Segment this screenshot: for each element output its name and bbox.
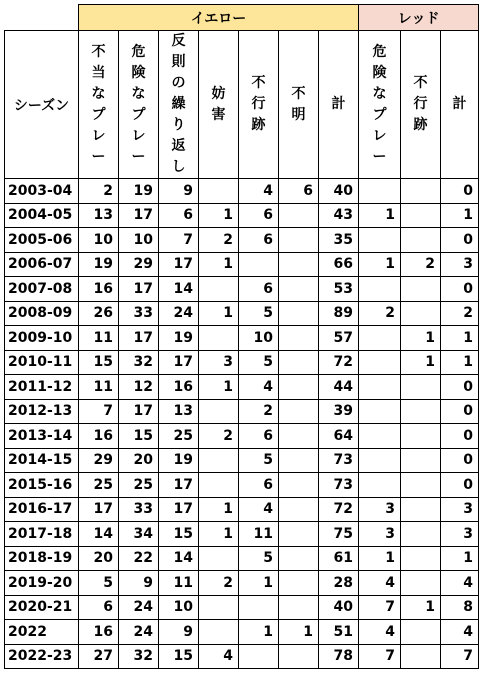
cell-red-total: 3 xyxy=(441,522,479,547)
header-label: 危険なプレー xyxy=(131,43,146,165)
cell-yellow-misconduct: 1 xyxy=(239,571,279,596)
header-label: 妨害 xyxy=(211,85,226,123)
cell-season: 2011-12 xyxy=(5,375,79,400)
yellow-col-header-dangerous-play xyxy=(119,31,159,179)
red-group-header: レッド xyxy=(359,5,479,31)
cell-yellow-unfair-play: 7 xyxy=(79,399,119,424)
cell-yellow-misconduct: 4 xyxy=(239,375,279,400)
cell-red-dangerous-play: 4 xyxy=(359,620,401,645)
cell-yellow-unknown xyxy=(279,350,319,375)
cell-red-misconduct xyxy=(401,228,441,253)
cell-yellow-misconduct: 11 xyxy=(239,522,279,547)
cell-red-misconduct xyxy=(401,375,441,400)
cell-yellow-total: 51 xyxy=(319,620,359,645)
cell-season: 2008-09 xyxy=(5,301,79,326)
column-header-row xyxy=(5,31,479,179)
cell-red-misconduct xyxy=(401,179,441,204)
cell-yellow-unknown xyxy=(279,375,319,400)
cell-yellow-repeated: 16 xyxy=(159,375,199,400)
cell-yellow-unknown xyxy=(279,228,319,253)
cell-yellow-total: 73 xyxy=(319,448,359,473)
cell-season: 2009-10 xyxy=(5,326,79,351)
cell-yellow-repeated: 11 xyxy=(159,571,199,596)
cell-red-misconduct xyxy=(401,644,441,669)
table-row xyxy=(5,301,479,326)
cell-yellow-dangerous-play: 15 xyxy=(119,424,159,449)
cell-season: 2017-18 xyxy=(5,522,79,547)
table-row xyxy=(5,497,479,522)
cell-yellow-unfair-play: 29 xyxy=(79,448,119,473)
cell-red-total: 0 xyxy=(441,424,479,449)
cell-red-total: 1 xyxy=(441,546,479,571)
cell-yellow-repeated: 14 xyxy=(159,277,199,302)
cell-yellow-unfair-play: 10 xyxy=(79,228,119,253)
cell-red-dangerous-play: 1 xyxy=(359,252,401,277)
cell-yellow-dangerous-play: 17 xyxy=(119,277,159,302)
yellow-col-header-unknown xyxy=(279,31,319,179)
cell-yellow-obstruction: 1 xyxy=(199,497,239,522)
cell-season: 2016-17 xyxy=(5,497,79,522)
cell-yellow-obstruction: 4 xyxy=(199,644,239,669)
cell-yellow-total: 66 xyxy=(319,252,359,277)
cell-red-misconduct xyxy=(401,497,441,522)
cell-yellow-total: 40 xyxy=(319,179,359,204)
cell-yellow-unfair-play: 19 xyxy=(79,252,119,277)
cell-yellow-total: 72 xyxy=(319,497,359,522)
cell-yellow-obstruction: 2 xyxy=(199,228,239,253)
cell-yellow-repeated: 9 xyxy=(159,179,199,204)
cell-yellow-total: 73 xyxy=(319,473,359,498)
cell-yellow-repeated: 17 xyxy=(159,350,199,375)
cell-yellow-dangerous-play: 17 xyxy=(119,203,159,228)
cell-yellow-unknown: 1 xyxy=(279,620,319,645)
cell-yellow-unknown xyxy=(279,277,319,302)
cell-yellow-unfair-play: 11 xyxy=(79,326,119,351)
cell-yellow-obstruction: 3 xyxy=(199,350,239,375)
cell-yellow-dangerous-play: 33 xyxy=(119,497,159,522)
cell-red-total: 4 xyxy=(441,571,479,596)
cell-yellow-unfair-play: 5 xyxy=(79,571,119,596)
cell-red-total: 0 xyxy=(441,448,479,473)
cell-yellow-repeated: 13 xyxy=(159,399,199,424)
cell-yellow-misconduct xyxy=(239,644,279,669)
cell-yellow-total: 53 xyxy=(319,277,359,302)
cell-season: 2020-21 xyxy=(5,595,79,620)
cell-yellow-obstruction xyxy=(199,595,239,620)
table-row xyxy=(5,326,479,351)
cell-red-misconduct xyxy=(401,399,441,424)
cell-yellow-unfair-play: 14 xyxy=(79,522,119,547)
cell-yellow-dangerous-play: 22 xyxy=(119,546,159,571)
cell-yellow-dangerous-play: 12 xyxy=(119,375,159,400)
cell-yellow-misconduct: 2 xyxy=(239,399,279,424)
cell-yellow-misconduct: 6 xyxy=(239,473,279,498)
cell-yellow-repeated: 9 xyxy=(159,620,199,645)
cell-yellow-unknown xyxy=(279,399,319,424)
cell-yellow-misconduct xyxy=(239,595,279,620)
cell-red-total: 7 xyxy=(441,644,479,669)
cell-season: 2018-19 xyxy=(5,546,79,571)
header-label: 反則の繰り返し xyxy=(171,33,186,175)
cell-yellow-misconduct: 10 xyxy=(239,326,279,351)
cell-red-misconduct: 1 xyxy=(401,595,441,620)
cell-yellow-repeated: 15 xyxy=(159,644,199,669)
cell-yellow-total: 35 xyxy=(319,228,359,253)
cell-red-total: 8 xyxy=(441,595,479,620)
cell-yellow-obstruction: 2 xyxy=(199,424,239,449)
yellow-col-header-repeated-infringement xyxy=(159,31,199,179)
cell-yellow-total: 44 xyxy=(319,375,359,400)
cell-yellow-repeated: 14 xyxy=(159,546,199,571)
cell-yellow-dangerous-play: 24 xyxy=(119,595,159,620)
table-row xyxy=(5,399,479,424)
cell-yellow-obstruction xyxy=(199,473,239,498)
cell-yellow-total: 78 xyxy=(319,644,359,669)
table-body xyxy=(5,179,479,669)
cell-yellow-dangerous-play: 25 xyxy=(119,473,159,498)
cell-yellow-total: 40 xyxy=(319,595,359,620)
table-row xyxy=(5,546,479,571)
header-label: 不行跡 xyxy=(251,75,266,133)
cell-yellow-obstruction xyxy=(199,448,239,473)
cell-season: 2003-04 xyxy=(5,179,79,204)
table-row xyxy=(5,375,479,400)
cell-red-dangerous-play xyxy=(359,179,401,204)
header-label: 不明 xyxy=(291,85,306,123)
cell-red-dangerous-play xyxy=(359,473,401,498)
yellow-col-header-obstruction xyxy=(199,31,239,179)
cell-yellow-obstruction: 1 xyxy=(199,522,239,547)
cell-red-dangerous-play: 1 xyxy=(359,546,401,571)
cell-yellow-unfair-play: 13 xyxy=(79,203,119,228)
cell-yellow-total: 64 xyxy=(319,424,359,449)
cell-yellow-repeated: 25 xyxy=(159,424,199,449)
cell-yellow-unknown xyxy=(279,424,319,449)
cell-yellow-misconduct: 4 xyxy=(239,179,279,204)
cell-season: 2015-16 xyxy=(5,473,79,498)
header-label: 計 xyxy=(331,96,346,112)
cell-red-dangerous-play xyxy=(359,448,401,473)
cell-yellow-dangerous-play: 17 xyxy=(119,399,159,424)
season-column-header: シーズン xyxy=(5,31,79,179)
cell-yellow-unfair-play: 11 xyxy=(79,375,119,400)
cell-season: 2022-23 xyxy=(5,644,79,669)
cell-yellow-unfair-play: 25 xyxy=(79,473,119,498)
cell-red-misconduct: 2 xyxy=(401,252,441,277)
cell-yellow-repeated: 17 xyxy=(159,252,199,277)
cell-yellow-total: 28 xyxy=(319,571,359,596)
cell-yellow-dangerous-play: 10 xyxy=(119,228,159,253)
table-row xyxy=(5,571,479,596)
red-col-header-total xyxy=(441,31,479,179)
cell-yellow-dangerous-play: 20 xyxy=(119,448,159,473)
cell-yellow-misconduct xyxy=(239,252,279,277)
cell-yellow-unknown xyxy=(279,448,319,473)
cell-yellow-obstruction: 1 xyxy=(199,375,239,400)
cell-red-dangerous-play: 2 xyxy=(359,301,401,326)
cell-yellow-unfair-play: 26 xyxy=(79,301,119,326)
cell-yellow-unknown xyxy=(279,326,319,351)
cell-yellow-misconduct: 1 xyxy=(239,620,279,645)
cell-yellow-misconduct: 6 xyxy=(239,424,279,449)
cell-red-dangerous-play xyxy=(359,228,401,253)
cell-yellow-obstruction: 2 xyxy=(199,571,239,596)
yellow-col-header-unfair-play xyxy=(79,31,119,179)
cell-red-total: 0 xyxy=(441,399,479,424)
cell-red-dangerous-play: 4 xyxy=(359,571,401,596)
cell-season: 2010-11 xyxy=(5,350,79,375)
cards-table xyxy=(4,4,479,669)
cell-yellow-obstruction: 1 xyxy=(199,203,239,228)
cell-red-total: 0 xyxy=(441,277,479,302)
corner-cell xyxy=(5,5,79,31)
cell-red-misconduct xyxy=(401,203,441,228)
cell-red-total: 1 xyxy=(441,203,479,228)
header-label: 計 xyxy=(452,96,467,112)
cell-yellow-total: 43 xyxy=(319,203,359,228)
table-row xyxy=(5,448,479,473)
table-row xyxy=(5,473,479,498)
table-row xyxy=(5,522,479,547)
cell-yellow-obstruction xyxy=(199,277,239,302)
cell-yellow-repeated: 17 xyxy=(159,473,199,498)
table-row xyxy=(5,350,479,375)
cell-yellow-dangerous-play: 33 xyxy=(119,301,159,326)
cell-season: 2005-06 xyxy=(5,228,79,253)
cell-red-dangerous-play xyxy=(359,326,401,351)
cell-yellow-misconduct: 6 xyxy=(239,277,279,302)
cell-season: 2012-13 xyxy=(5,399,79,424)
yellow-group-header: イエロー xyxy=(79,5,359,31)
group-header-row xyxy=(5,5,479,31)
cell-season: 2006-07 xyxy=(5,252,79,277)
cell-yellow-repeated: 7 xyxy=(159,228,199,253)
table-row xyxy=(5,595,479,620)
cell-yellow-unknown xyxy=(279,252,319,277)
cell-red-misconduct xyxy=(401,424,441,449)
table-row xyxy=(5,277,479,302)
cell-yellow-obstruction xyxy=(199,399,239,424)
cell-yellow-misconduct: 5 xyxy=(239,448,279,473)
red-col-header-dangerous-play xyxy=(359,31,401,179)
cell-red-misconduct xyxy=(401,620,441,645)
cell-red-dangerous-play xyxy=(359,399,401,424)
cell-yellow-obstruction xyxy=(199,620,239,645)
cell-red-misconduct: 1 xyxy=(401,326,441,351)
cell-red-dangerous-play: 7 xyxy=(359,595,401,620)
cell-yellow-obstruction xyxy=(199,546,239,571)
cell-yellow-dangerous-play: 29 xyxy=(119,252,159,277)
cell-season: 2022 xyxy=(5,620,79,645)
cell-yellow-obstruction: 1 xyxy=(199,301,239,326)
yellow-col-header-misconduct xyxy=(239,31,279,179)
yellow-col-header-total xyxy=(319,31,359,179)
cell-yellow-unfair-play: 6 xyxy=(79,595,119,620)
cell-yellow-total: 75 xyxy=(319,522,359,547)
cell-red-total: 3 xyxy=(441,252,479,277)
cell-yellow-unknown xyxy=(279,644,319,669)
cell-yellow-unfair-play: 16 xyxy=(79,277,119,302)
cell-red-misconduct: 1 xyxy=(401,350,441,375)
cell-yellow-repeated: 6 xyxy=(159,203,199,228)
cell-red-misconduct xyxy=(401,448,441,473)
cell-yellow-unknown xyxy=(279,301,319,326)
cell-season: 2004-05 xyxy=(5,203,79,228)
cell-yellow-total: 89 xyxy=(319,301,359,326)
cell-yellow-obstruction: 1 xyxy=(199,252,239,277)
cell-yellow-repeated: 24 xyxy=(159,301,199,326)
header-label: 危険なプレー xyxy=(372,43,387,165)
cell-red-misconduct xyxy=(401,546,441,571)
header-label: 不行跡 xyxy=(413,75,428,133)
cell-yellow-unfair-play: 16 xyxy=(79,620,119,645)
cell-yellow-misconduct: 6 xyxy=(239,228,279,253)
cell-yellow-total: 72 xyxy=(319,350,359,375)
cell-red-dangerous-play: 3 xyxy=(359,497,401,522)
cell-yellow-unfair-play: 20 xyxy=(79,546,119,571)
cell-yellow-dangerous-play: 17 xyxy=(119,326,159,351)
cell-red-total: 0 xyxy=(441,179,479,204)
cell-yellow-misconduct: 5 xyxy=(239,350,279,375)
cell-red-total: 0 xyxy=(441,473,479,498)
cell-yellow-obstruction xyxy=(199,326,239,351)
cell-yellow-unfair-play: 27 xyxy=(79,644,119,669)
table-row xyxy=(5,620,479,645)
cell-yellow-misconduct: 6 xyxy=(239,203,279,228)
cell-red-total: 0 xyxy=(441,375,479,400)
cell-yellow-unknown xyxy=(279,546,319,571)
cell-red-dangerous-play xyxy=(359,350,401,375)
cell-yellow-unknown xyxy=(279,473,319,498)
cell-yellow-dangerous-play: 19 xyxy=(119,179,159,204)
cell-season: 2019-20 xyxy=(5,571,79,596)
cell-season: 2014-15 xyxy=(5,448,79,473)
cell-yellow-unknown: 6 xyxy=(279,179,319,204)
cell-red-misconduct xyxy=(401,522,441,547)
cell-yellow-dangerous-play: 34 xyxy=(119,522,159,547)
cell-yellow-unknown xyxy=(279,571,319,596)
cell-yellow-misconduct: 4 xyxy=(239,497,279,522)
cell-yellow-repeated: 10 xyxy=(159,595,199,620)
cell-yellow-unfair-play: 16 xyxy=(79,424,119,449)
red-col-header-misconduct xyxy=(401,31,441,179)
cell-yellow-repeated: 19 xyxy=(159,326,199,351)
cell-red-misconduct xyxy=(401,301,441,326)
cell-red-dangerous-play xyxy=(359,277,401,302)
cell-yellow-misconduct: 5 xyxy=(239,301,279,326)
cell-yellow-unknown xyxy=(279,522,319,547)
cell-yellow-misconduct: 5 xyxy=(239,546,279,571)
cell-red-total: 1 xyxy=(441,326,479,351)
table-row xyxy=(5,228,479,253)
cell-yellow-dangerous-play: 32 xyxy=(119,644,159,669)
table-row xyxy=(5,252,479,277)
cell-season: 2013-14 xyxy=(5,424,79,449)
cell-yellow-total: 39 xyxy=(319,399,359,424)
cell-yellow-unfair-play: 17 xyxy=(79,497,119,522)
cell-yellow-unknown xyxy=(279,497,319,522)
cell-red-misconduct xyxy=(401,473,441,498)
cell-red-misconduct xyxy=(401,277,441,302)
table-row xyxy=(5,203,479,228)
table-row xyxy=(5,424,479,449)
cell-yellow-total: 57 xyxy=(319,326,359,351)
cell-yellow-repeated: 17 xyxy=(159,497,199,522)
cell-yellow-unfair-play: 15 xyxy=(79,350,119,375)
cell-yellow-unfair-play: 2 xyxy=(79,179,119,204)
cell-yellow-repeated: 19 xyxy=(159,448,199,473)
cell-yellow-obstruction xyxy=(199,179,239,204)
cell-red-dangerous-play xyxy=(359,424,401,449)
cell-red-total: 3 xyxy=(441,497,479,522)
cell-yellow-unknown xyxy=(279,203,319,228)
cell-season: 2007-08 xyxy=(5,277,79,302)
cell-red-misconduct xyxy=(401,571,441,596)
cell-yellow-unknown xyxy=(279,595,319,620)
cell-red-dangerous-play: 7 xyxy=(359,644,401,669)
header-label: 不当なプレー xyxy=(91,43,106,165)
cell-red-dangerous-play: 1 xyxy=(359,203,401,228)
cell-red-total: 1 xyxy=(441,350,479,375)
cell-red-total: 4 xyxy=(441,620,479,645)
table-row xyxy=(5,179,479,204)
table-row xyxy=(5,644,479,669)
cell-yellow-total: 61 xyxy=(319,546,359,571)
cell-yellow-dangerous-play: 9 xyxy=(119,571,159,596)
cell-yellow-repeated: 15 xyxy=(159,522,199,547)
cell-red-total: 2 xyxy=(441,301,479,326)
cell-red-dangerous-play: 3 xyxy=(359,522,401,547)
cell-red-dangerous-play xyxy=(359,375,401,400)
cell-yellow-dangerous-play: 24 xyxy=(119,620,159,645)
cell-red-total: 0 xyxy=(441,228,479,253)
cell-yellow-dangerous-play: 32 xyxy=(119,350,159,375)
